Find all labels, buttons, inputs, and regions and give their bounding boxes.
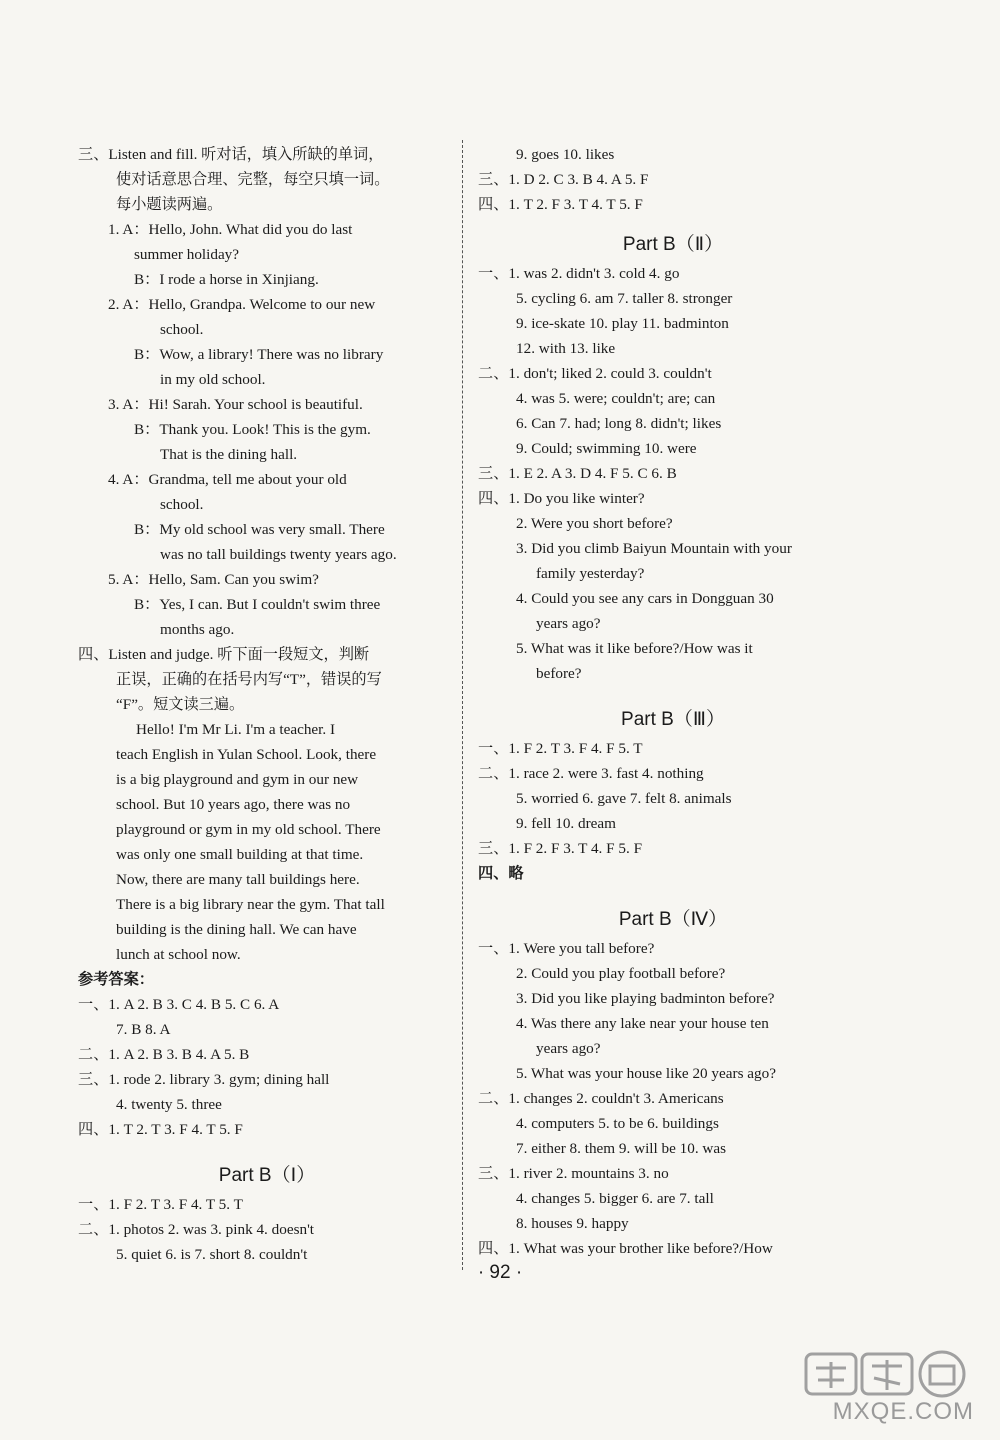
text-line: years ago? bbox=[536, 1040, 601, 1057]
text-line: 9. goes 10. likes bbox=[516, 146, 615, 163]
text-line: 3. Did you climb Baiyun Mountain with your bbox=[516, 540, 792, 557]
part-b1-heading: Part B（Ⅰ） bbox=[218, 1165, 316, 1186]
text-line: 2. A：Hello, Grandpa. Welcome to our new bbox=[108, 296, 376, 313]
watermark-url: MXQE.COM bbox=[832, 1398, 974, 1425]
part-b4-answers bbox=[478, 936, 860, 1261]
text-line: lunch at school now. bbox=[116, 946, 241, 963]
text-line: 四、1. Do you like winter? bbox=[478, 490, 645, 507]
text-line: months ago. bbox=[160, 621, 235, 638]
text-line: 4. computers 5. to be 6. buildings bbox=[516, 1115, 719, 1132]
text-line: family yesterday? bbox=[536, 565, 645, 582]
text-line: school. But 10 years ago, there was no bbox=[116, 796, 351, 813]
part-b2-answers bbox=[478, 261, 860, 686]
text-line: 1. A：Hello, John. What did you do last bbox=[108, 221, 353, 238]
text-line: 正误，正确的在括号内写“T”，错误的写 bbox=[116, 671, 382, 688]
text-line: is a big playground and gym in our new bbox=[116, 771, 359, 788]
text-line: 四、1. T 2. T 3. F 4. T 5. F bbox=[78, 1121, 243, 1138]
text-line: before? bbox=[536, 665, 582, 682]
text-line: 5. What was your house like 20 years ago? bbox=[516, 1065, 776, 1082]
text-line: 4. changes 5. bigger 6. are 7. tall bbox=[516, 1190, 714, 1207]
text-line: school. bbox=[160, 321, 204, 338]
watermark-logo-icon bbox=[804, 1348, 974, 1400]
text-line: teach English in Yulan School. Look, there bbox=[116, 746, 377, 763]
text-line: 5. What was it like before?/How was it bbox=[516, 640, 753, 657]
text-line: 5. worried 6. gave 7. felt 8. animals bbox=[516, 790, 732, 807]
text-line: 5. quiet 6. is 7. short 8. couldn't bbox=[116, 1246, 308, 1263]
text-line: in my old school. bbox=[160, 371, 266, 388]
text-line: 四、Listen and judge. 听下面一段短文，判断 bbox=[78, 646, 370, 663]
text-line: 三、Listen and fill. 听对话，填入所缺的单词， bbox=[78, 146, 384, 163]
text-line: 3. A：Hi! Sarah. Your school is beautiful. bbox=[108, 396, 363, 413]
text-line: B：I rode a horse in Xinjiang. bbox=[134, 271, 319, 288]
text-line: 参考答案： bbox=[78, 971, 154, 988]
text-line: 每小题读两遍。 bbox=[116, 196, 223, 213]
text-line: B：Thank you. Look! This is the gym. bbox=[134, 421, 371, 438]
text-line: 5. A：Hello, Sam. Can you swim? bbox=[108, 571, 319, 588]
text-line: summer holiday? bbox=[134, 246, 240, 263]
text-line: 12. with 13. like bbox=[516, 340, 616, 357]
text-line: 7. either 8. them 9. will be 10. was bbox=[516, 1140, 727, 1157]
text-line: 三、1. river 2. mountains 3. no bbox=[478, 1165, 669, 1182]
text-line: 使对话意思合理、完整，每空只填一词。 bbox=[116, 171, 390, 188]
text-line: 四、略 bbox=[478, 865, 524, 882]
text-line: 4. twenty 5. three bbox=[116, 1096, 222, 1113]
text-line: B：Yes, I can. But I couldn't swim three bbox=[134, 596, 381, 613]
text-line: 二、1. changes 2. couldn't 3. Americans bbox=[478, 1090, 724, 1107]
text-line: 4. A：Grandma, tell me about your old bbox=[108, 471, 347, 488]
text-line: 三、1. D 2. C 3. B 4. A 5. F bbox=[478, 171, 649, 188]
text-line: 4. was 5. were; couldn't; are; can bbox=[516, 390, 716, 407]
right-top-answers bbox=[478, 142, 860, 217]
text-line: 一、1. A 2. B 3. C 4. B 5. C 6. A bbox=[78, 996, 280, 1013]
text-line: 3. Did you like playing badminton before? bbox=[516, 990, 775, 1007]
text-line: “F”。短文读三遍。 bbox=[116, 696, 245, 713]
text-line: 4. Could you see any cars in Dongguan 30 bbox=[516, 590, 774, 607]
text-line: was only one small building at that time. bbox=[116, 846, 364, 863]
watermark bbox=[804, 1348, 974, 1426]
part-b3-heading: Part B（Ⅲ） bbox=[621, 709, 725, 730]
text-line: 7. B 8. A bbox=[116, 1021, 171, 1038]
text-line: school. bbox=[160, 496, 204, 513]
page-number: · 92 · bbox=[477, 1262, 523, 1283]
text-line: 二、1. don't; liked 2. could 3. couldn't bbox=[478, 365, 712, 382]
right-column bbox=[478, 142, 860, 1261]
text-line: 三、1. E 2. A 3. D 4. F 5. C 6. B bbox=[478, 465, 677, 482]
text-line: 一、1. F 2. T 3. F 4. F 5. T bbox=[478, 740, 643, 757]
text-line: That is the dining hall. bbox=[160, 446, 298, 463]
text-line: 二、1. A 2. B 3. B 4. A 5. B bbox=[78, 1046, 250, 1063]
text-line: Hello! I'm Mr Li. I'm a teacher. I bbox=[136, 721, 336, 738]
text-line: playground or gym in my old school. There bbox=[116, 821, 381, 838]
left-text-block bbox=[78, 142, 448, 1142]
part-b3-answers bbox=[478, 736, 860, 886]
text-line: B：My old school was very small. There bbox=[134, 521, 385, 538]
text-line: 6. Can 7. had; long 8. didn't; likes bbox=[516, 415, 722, 432]
text-line: 2. Were you short before? bbox=[516, 515, 673, 532]
part-b1-answers bbox=[78, 1192, 448, 1267]
text-line: 三、1. rode 2. library 3. gym; dining hall bbox=[78, 1071, 330, 1088]
text-line: B：Wow, a library! There was no library bbox=[134, 346, 384, 363]
text-line: 三、1. F 2. F 3. T 4. F 5. F bbox=[478, 840, 643, 857]
left-column bbox=[78, 142, 448, 1267]
text-line: 二、1. photos 2. was 3. pink 4. doesn't bbox=[78, 1221, 315, 1238]
text-line: 8. houses 9. happy bbox=[516, 1215, 629, 1232]
text-line: 四、1. What was your brother like before?/How bbox=[478, 1240, 773, 1257]
text-line: 一、1. F 2. T 3. F 4. T 5. T bbox=[78, 1196, 243, 1213]
text-line: 9. ice-skate 10. play 11. badminton bbox=[516, 315, 729, 332]
text-line: years ago? bbox=[536, 615, 601, 632]
text-line: There is a big library near the gym. That tall bbox=[116, 896, 385, 913]
text-line: 四、1. T 2. F 3. T 4. T 5. F bbox=[478, 196, 643, 213]
text-line: building is the dining hall. We can have bbox=[116, 921, 357, 938]
text-line: 一、1. was 2. didn't 3. cold 4. go bbox=[478, 265, 680, 282]
text-line: 9. fell 10. dream bbox=[516, 815, 616, 832]
part-b4-heading: Part B（Ⅳ） bbox=[618, 909, 728, 930]
text-line: 9. Could; swimming 10. were bbox=[516, 440, 697, 457]
part-b2-heading: Part B（Ⅱ） bbox=[622, 234, 724, 255]
text-line: 5. cycling 6. am 7. taller 8. stronger bbox=[516, 290, 733, 307]
text-line: 4. Was there any lake near your house ten bbox=[516, 1015, 769, 1032]
text-line: was no tall buildings twenty years ago. bbox=[160, 546, 397, 563]
text-line: Now, there are many tall buildings here. bbox=[116, 871, 360, 888]
text-line: 二、1. race 2. were 3. fast 4. nothing bbox=[478, 765, 704, 782]
text-line: 2. Could you play football before? bbox=[516, 965, 726, 982]
text-line: 一、1. Were you tall before? bbox=[478, 940, 655, 957]
column-divider bbox=[462, 140, 463, 1270]
